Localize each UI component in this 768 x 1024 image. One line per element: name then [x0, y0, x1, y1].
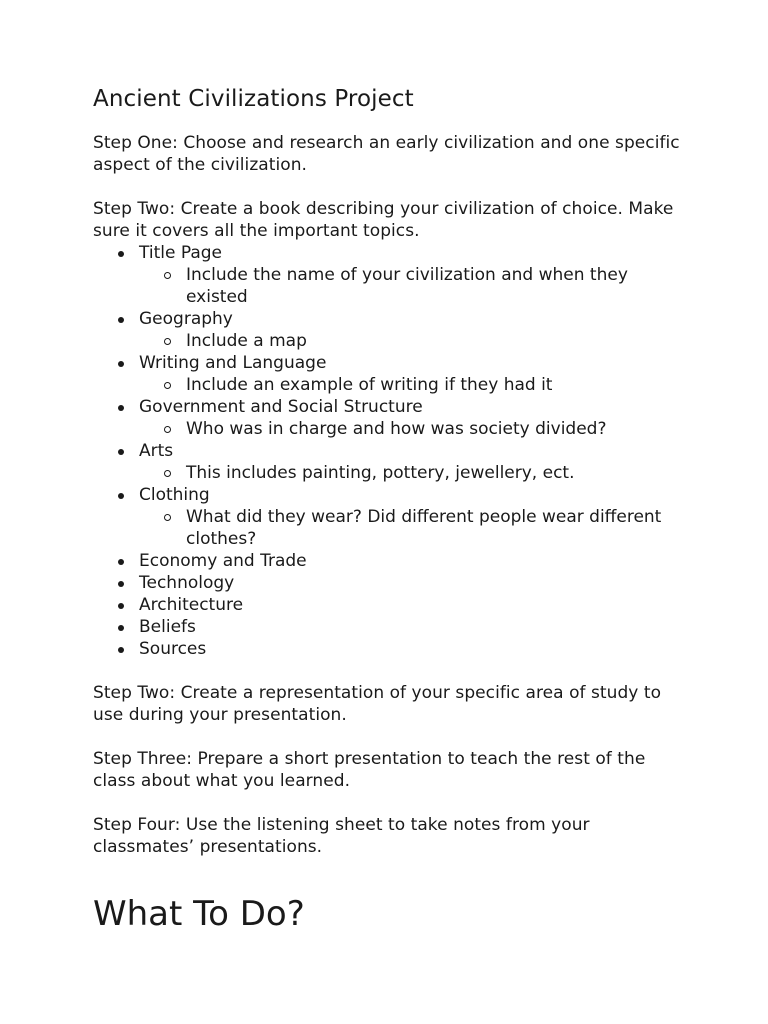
topic-item: [93, 396, 693, 440]
step-four-text: Step Four: Use the listening sheet to take notes from your classmates’ presentations.: [93, 815, 590, 857]
bullet-icon: [118, 251, 124, 257]
topic-label: Writing and Language: [139, 353, 327, 373]
topic-label: Beliefs: [139, 617, 196, 637]
topic-label: Clothing: [139, 485, 210, 505]
step-two-representation-text: Step Two: Create a representation of your specific area of study to use during your presentation.: [93, 683, 662, 725]
bullet-icon: [118, 493, 124, 499]
bullet-icon: [118, 603, 124, 609]
paragraph-spacer: [93, 726, 693, 748]
topic-item: [93, 616, 693, 638]
topic-subitems: [139, 418, 693, 440]
topic-subitems: [139, 462, 693, 484]
topic-label: Technology: [139, 573, 235, 593]
topic-item: [93, 638, 693, 660]
topic-subitems: [139, 264, 693, 308]
bullet-icon: [118, 647, 124, 653]
topic-label: Architecture: [139, 595, 244, 615]
topic-subitem-text: This includes painting, pottery, jewellery, ect.: [186, 463, 575, 483]
topic-label: Economy and Trade: [139, 551, 307, 571]
topic-item: [93, 440, 693, 484]
topic-label: Geography: [139, 309, 233, 329]
topic-item: [93, 352, 693, 396]
document-body: [93, 84, 693, 858]
topic-item: [93, 550, 693, 572]
topics-list: [93, 242, 693, 660]
topic-subitem: [139, 374, 693, 396]
hollow-bullet-icon: [164, 470, 171, 477]
topic-subitem: [139, 264, 693, 308]
bullet-icon: [118, 361, 124, 367]
hollow-bullet-icon: [164, 272, 171, 279]
topic-subitems: [139, 330, 693, 352]
topic-item: [93, 594, 693, 616]
paragraph-spacer: [93, 176, 693, 198]
topic-subitem-text: Include an example of writing if they had it: [186, 375, 553, 395]
topic-subitem-text: Include the name of your civilization and when they existed: [186, 265, 628, 307]
topic-subitem: [139, 418, 693, 440]
what-to-do-heading: What To Do?: [93, 894, 305, 934]
topic-item: [93, 242, 693, 308]
topic-subitems: [139, 374, 693, 396]
bullet-icon: [118, 559, 124, 565]
hollow-bullet-icon: [164, 382, 171, 389]
paragraph-spacer: [93, 660, 693, 682]
bullet-icon: [118, 625, 124, 631]
topic-label: Title Page: [139, 243, 222, 263]
bullet-icon: [118, 581, 124, 587]
hollow-bullet-icon: [164, 426, 171, 433]
topic-subitem: [139, 330, 693, 352]
bullet-icon: [118, 317, 124, 323]
topic-label: Government and Social Structure: [139, 397, 423, 417]
topic-subitem: [139, 462, 693, 484]
step-one-text: Step One: Choose and research an early civilization and one specific aspect of the civilization.: [93, 133, 680, 175]
step-three-text: Step Three: Prepare a short presentation to teach the rest of the class about what you learned.: [93, 749, 646, 791]
topic-item: [93, 572, 693, 594]
step-two-book-text: Step Two: Create a book describing your civilization of choice. Make sure it covers all the important topics.: [93, 199, 674, 241]
document-title: Ancient Civilizations Project: [93, 86, 414, 112]
paragraph-spacer: [93, 792, 693, 814]
topic-subitems: [139, 506, 693, 550]
topic-subitem: [139, 506, 693, 550]
hollow-bullet-icon: [164, 514, 171, 521]
bullet-icon: [118, 405, 124, 411]
hollow-bullet-icon: [164, 338, 171, 345]
topic-item: [93, 308, 693, 352]
topic-label: Sources: [139, 639, 207, 659]
topic-subitem-text: Include a map: [186, 331, 307, 351]
topic-label: Arts: [139, 441, 174, 461]
bullet-icon: [118, 449, 124, 455]
topic-subitem-text: Who was in charge and how was society divided?: [186, 419, 607, 439]
topic-item: [93, 484, 693, 550]
topic-subitem-text: What did they wear? Did different people wear different clothes?: [186, 507, 662, 549]
